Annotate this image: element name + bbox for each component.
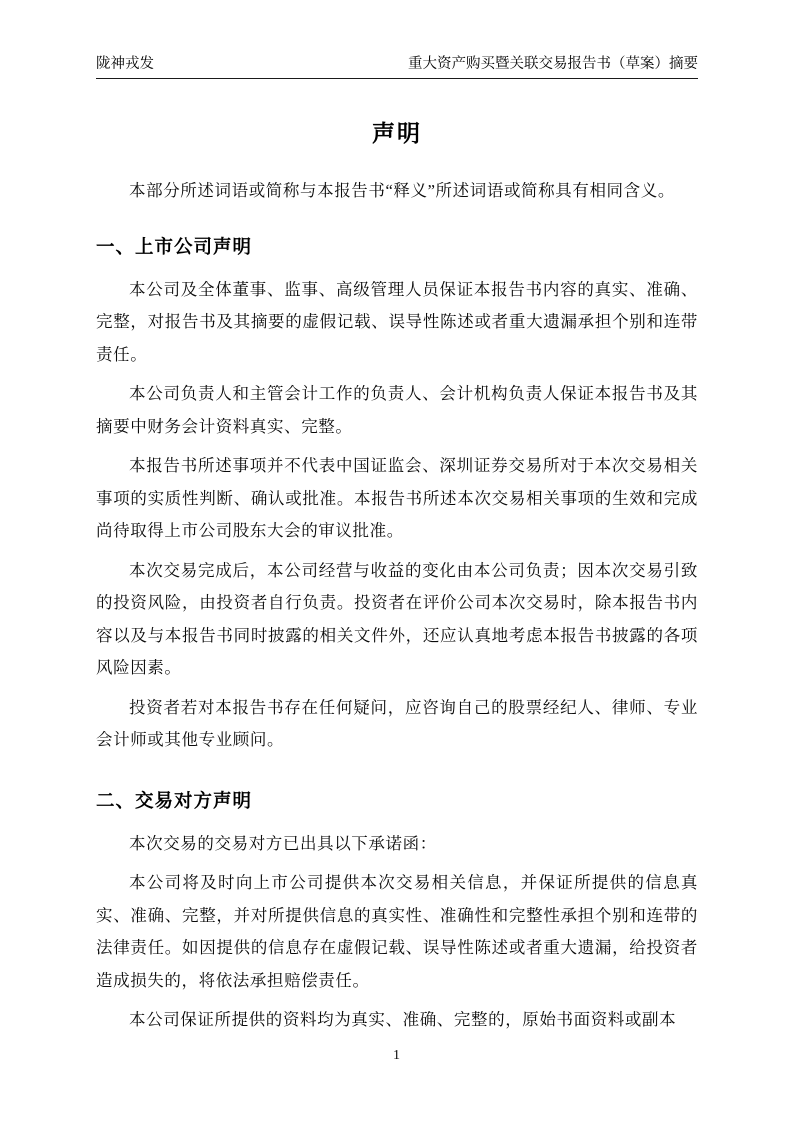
- header-left-text: 陇神戎发: [96, 56, 154, 72]
- page-footer: [0, 1048, 793, 1064]
- paragraph: 本公司保证所提供的资料均为真实、准确、完整的，原始书面资料或副本: [129, 1010, 677, 1029]
- intro-paragraph: 本部分所述词语或简称与本报告书“释义”所述词语或简称具有相同含义。: [129, 181, 675, 200]
- paragraph: 本次交易的交易对方已出具以下承诺函：: [129, 833, 437, 853]
- document-title: 声明: [372, 120, 422, 146]
- paragraph: 投资者若对本报告书存在任何疑问，应咨询自己的股票经纪人、律师、专业会计师或其他专业顾问。: [96, 697, 698, 749]
- section-heading-listed-company: 一、上市公司声明: [96, 235, 253, 257]
- page-number: 1: [393, 1048, 400, 1063]
- paragraph: 本公司及全体董事、监事、高级管理人员保证本报告书内容的真实、准确、完整，对报告书及其摘要的虚假记载、误导性陈述或者重大遗漏承担个别和连带责任。: [96, 279, 698, 364]
- paragraph: 本报告书所述事项并不代表中国证监会、深圳证券交易所对于本次交易相关事项的实质性判断、确认或批准。本报告书所述本次交易相关事项的生效和完成尚待取得上市公司股东大会的审议批准。: [96, 456, 698, 540]
- page-header: [96, 52, 698, 79]
- paragraph: 本次交易完成后，本公司经营与收益的变化由本公司负责；因本次交易引致的投资风险，由投资者自行负责。投资者在评价公司本次交易时，除本报告书内容以及与本报告书同时披露的相关文件外，还应认真地考虑本报告书披露的各项风险因素。: [96, 560, 698, 677]
- paragraph: 本公司将及时向上市公司提供本次交易相关信息，并保证所提供的信息真实、准确、完整，并对所提供信息的真实性、准确性和完整性承担个别和连带的法律责任。如因提供的信息存在虚假记载、误导性陈述或者重大遗漏，给投资者造成损失的，将依法承担赔偿责任。: [96, 873, 698, 990]
- paragraph: 本公司负责人和主管会计工作的负责人、会计机构负责人保证本报告书及其摘要中财务会计资料真实、完整。: [96, 384, 698, 436]
- header-right-text: 重大资产购买暨关联交易报告书（草案）摘要: [408, 56, 698, 72]
- section-heading-counterparty: 二、交易对方声明: [96, 789, 253, 811]
